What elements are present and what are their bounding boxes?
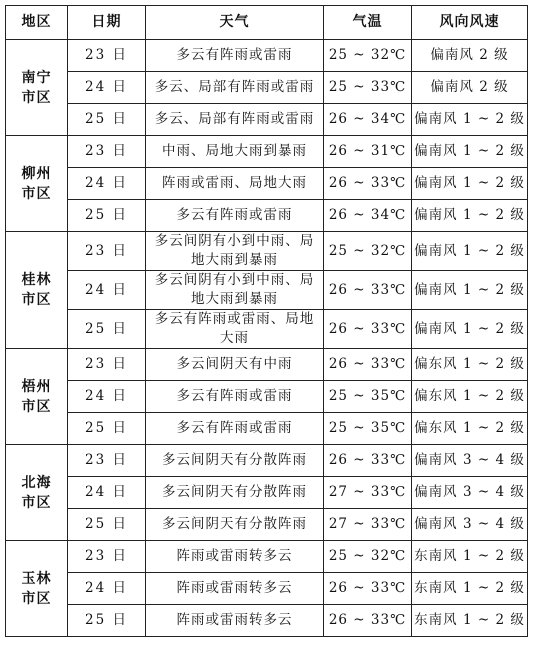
region-name-line1: 桂林 bbox=[21, 272, 52, 288]
region-name-line2: 市区 bbox=[21, 185, 52, 202]
weather-cell: 多云有阵雨或雷雨 bbox=[146, 200, 324, 232]
date-cell: 25 日 bbox=[68, 413, 146, 445]
region-cell bbox=[6, 445, 68, 541]
region-cell bbox=[6, 349, 68, 445]
date-cell: 23 日 bbox=[68, 40, 146, 72]
temperature-cell: 25 ~ 32℃ bbox=[324, 40, 412, 72]
weather-cell: 阵雨或雷雨转多云 bbox=[146, 541, 324, 573]
weather-cell: 多云间阴天有分散阵雨 bbox=[146, 445, 324, 477]
wind-cell: 偏南风 2 级 bbox=[412, 40, 528, 72]
table-row bbox=[6, 104, 528, 136]
date-cell: 23 日 bbox=[68, 349, 146, 381]
table-row bbox=[6, 349, 528, 381]
header-row bbox=[6, 6, 528, 40]
temperature-cell: 26 ~ 33℃ bbox=[324, 349, 412, 381]
wind-cell: 偏南风 1 ~ 2 级 bbox=[412, 271, 528, 310]
weather-cell: 多云间阴有小到中雨、局地大雨到暴雨 bbox=[146, 232, 324, 271]
weather-cell: 阵雨或雷雨转多云 bbox=[146, 605, 324, 637]
temperature-cell: 25 ~ 35℃ bbox=[324, 381, 412, 413]
wind-cell: 东南风 1 ~ 2 级 bbox=[412, 573, 528, 605]
temperature-cell: 25 ~ 35℃ bbox=[324, 413, 412, 445]
temperature-cell: 25 ~ 32℃ bbox=[324, 232, 412, 271]
table-row bbox=[6, 605, 528, 637]
region-name-line1: 梧州 bbox=[21, 378, 52, 395]
table-row bbox=[6, 232, 528, 271]
date-cell: 25 日 bbox=[68, 310, 146, 349]
region-name-line2: 市区 bbox=[21, 590, 52, 607]
table-row bbox=[6, 413, 528, 445]
table-row bbox=[6, 310, 528, 349]
wind-cell: 偏南风 3 ~ 4 级 bbox=[412, 445, 528, 477]
weather-cell: 多云、局部有阵雨或雷雨 bbox=[146, 104, 324, 136]
date-cell: 25 日 bbox=[68, 200, 146, 232]
weather-cell: 阵雨或雷雨、局地大雨 bbox=[146, 168, 324, 200]
wind-cell: 东南风 1 ~ 2 级 bbox=[412, 541, 528, 573]
table-row bbox=[6, 72, 528, 104]
temperature-cell: 26 ~ 33℃ bbox=[324, 445, 412, 477]
region-name-line1: 南宁 bbox=[21, 69, 52, 86]
table-row bbox=[6, 271, 528, 310]
date-cell: 24 日 bbox=[68, 573, 146, 605]
temperature-cell: 26 ~ 33℃ bbox=[324, 310, 412, 349]
table-row bbox=[6, 541, 528, 573]
weather-cell: 中雨、局地大雨到暴雨 bbox=[146, 136, 324, 168]
table-row bbox=[6, 168, 528, 200]
date-cell: 25 日 bbox=[68, 605, 146, 637]
temperature-cell: 26 ~ 33℃ bbox=[324, 168, 412, 200]
wind-cell: 偏南风 3 ~ 4 级 bbox=[412, 477, 528, 509]
wind-cell: 偏南风 1 ~ 2 级 bbox=[412, 168, 528, 200]
header-date: 日期 bbox=[68, 6, 146, 40]
region-name-line1: 玉林 bbox=[21, 570, 52, 587]
date-cell: 23 日 bbox=[68, 445, 146, 477]
wind-cell: 偏东风 1 ~ 2 级 bbox=[412, 349, 528, 381]
header-region: 地区 bbox=[6, 6, 68, 40]
region-cell bbox=[6, 232, 68, 349]
temperature-cell: 26 ~ 31℃ bbox=[324, 136, 412, 168]
date-cell: 25 日 bbox=[68, 509, 146, 541]
region-cell bbox=[6, 541, 68, 637]
table-row bbox=[6, 381, 528, 413]
table-row bbox=[6, 573, 528, 605]
weather-cell: 多云有阵雨或雷雨、局地大雨 bbox=[146, 310, 324, 349]
region-name-line2: 市区 bbox=[21, 494, 52, 511]
header-wind: 风向风速 bbox=[412, 6, 528, 40]
weather-forecast-table bbox=[5, 5, 528, 637]
header-weather: 天气 bbox=[146, 6, 324, 40]
wind-cell: 偏南风 3 ~ 4 级 bbox=[412, 509, 528, 541]
header-temperature: 气温 bbox=[324, 6, 412, 40]
temperature-cell: 25 ~ 33℃ bbox=[324, 72, 412, 104]
temperature-cell: 26 ~ 33℃ bbox=[324, 573, 412, 605]
weather-cell: 多云、局部有阵雨或雷雨 bbox=[146, 72, 324, 104]
weather-cell: 多云间阴天有分散阵雨 bbox=[146, 509, 324, 541]
temperature-cell: 26 ~ 34℃ bbox=[324, 200, 412, 232]
region-name-line2: 市区 bbox=[21, 292, 52, 308]
weather-cell: 多云有阵雨或雷雨 bbox=[146, 40, 324, 72]
temperature-cell: 27 ~ 33℃ bbox=[324, 477, 412, 509]
date-cell: 23 日 bbox=[68, 136, 146, 168]
wind-cell: 偏南风 1 ~ 2 级 bbox=[412, 310, 528, 349]
region-name-line2: 市区 bbox=[21, 89, 52, 106]
wind-cell: 偏东风 1 ~ 2 级 bbox=[412, 413, 528, 445]
date-cell: 24 日 bbox=[68, 381, 146, 413]
date-cell: 24 日 bbox=[68, 271, 146, 310]
weather-cell: 阵雨或雷雨转多云 bbox=[146, 573, 324, 605]
region-cell bbox=[6, 40, 68, 136]
table-row bbox=[6, 200, 528, 232]
weather-cell: 多云间阴天有分散阵雨 bbox=[146, 477, 324, 509]
wind-cell: 偏南风 1 ~ 2 级 bbox=[412, 232, 528, 271]
weather-cell: 多云有阵雨或雷雨 bbox=[146, 413, 324, 445]
table-row bbox=[6, 40, 528, 72]
weather-cell: 多云有阵雨或雷雨 bbox=[146, 381, 324, 413]
table-row bbox=[6, 509, 528, 541]
temperature-cell: 26 ~ 34℃ bbox=[324, 104, 412, 136]
region-name-line1: 柳州 bbox=[21, 165, 52, 182]
temperature-cell: 25 ~ 32℃ bbox=[324, 541, 412, 573]
date-cell: 23 日 bbox=[68, 232, 146, 271]
date-cell: 24 日 bbox=[68, 72, 146, 104]
date-cell: 24 日 bbox=[68, 477, 146, 509]
wind-cell: 东南风 1 ~ 2 级 bbox=[412, 605, 528, 637]
date-cell: 23 日 bbox=[68, 541, 146, 573]
wind-cell: 偏南风 2 级 bbox=[412, 72, 528, 104]
table-row bbox=[6, 477, 528, 509]
wind-cell: 偏南风 1 ~ 2 级 bbox=[412, 200, 528, 232]
region-cell bbox=[6, 136, 68, 232]
table-row bbox=[6, 445, 528, 477]
date-cell: 24 日 bbox=[68, 168, 146, 200]
date-cell: 25 日 bbox=[68, 104, 146, 136]
wind-cell: 偏南风 1 ~ 2 级 bbox=[412, 104, 528, 136]
region-name-line2: 市区 bbox=[21, 398, 52, 415]
region-name-line1: 北海 bbox=[21, 474, 52, 491]
wind-cell: 偏东风 1 ~ 2 级 bbox=[412, 381, 528, 413]
wind-cell: 偏南风 1 ~ 2 级 bbox=[412, 136, 528, 168]
forecast-table-wrapper bbox=[5, 5, 528, 637]
weather-cell: 多云间阴有小到中雨、局地大雨到暴雨 bbox=[146, 271, 324, 310]
temperature-cell: 27 ~ 33℃ bbox=[324, 509, 412, 541]
weather-cell: 多云间阴天有中雨 bbox=[146, 349, 324, 381]
table-row bbox=[6, 136, 528, 168]
temperature-cell: 26 ~ 33℃ bbox=[324, 605, 412, 637]
temperature-cell: 26 ~ 33℃ bbox=[324, 271, 412, 310]
